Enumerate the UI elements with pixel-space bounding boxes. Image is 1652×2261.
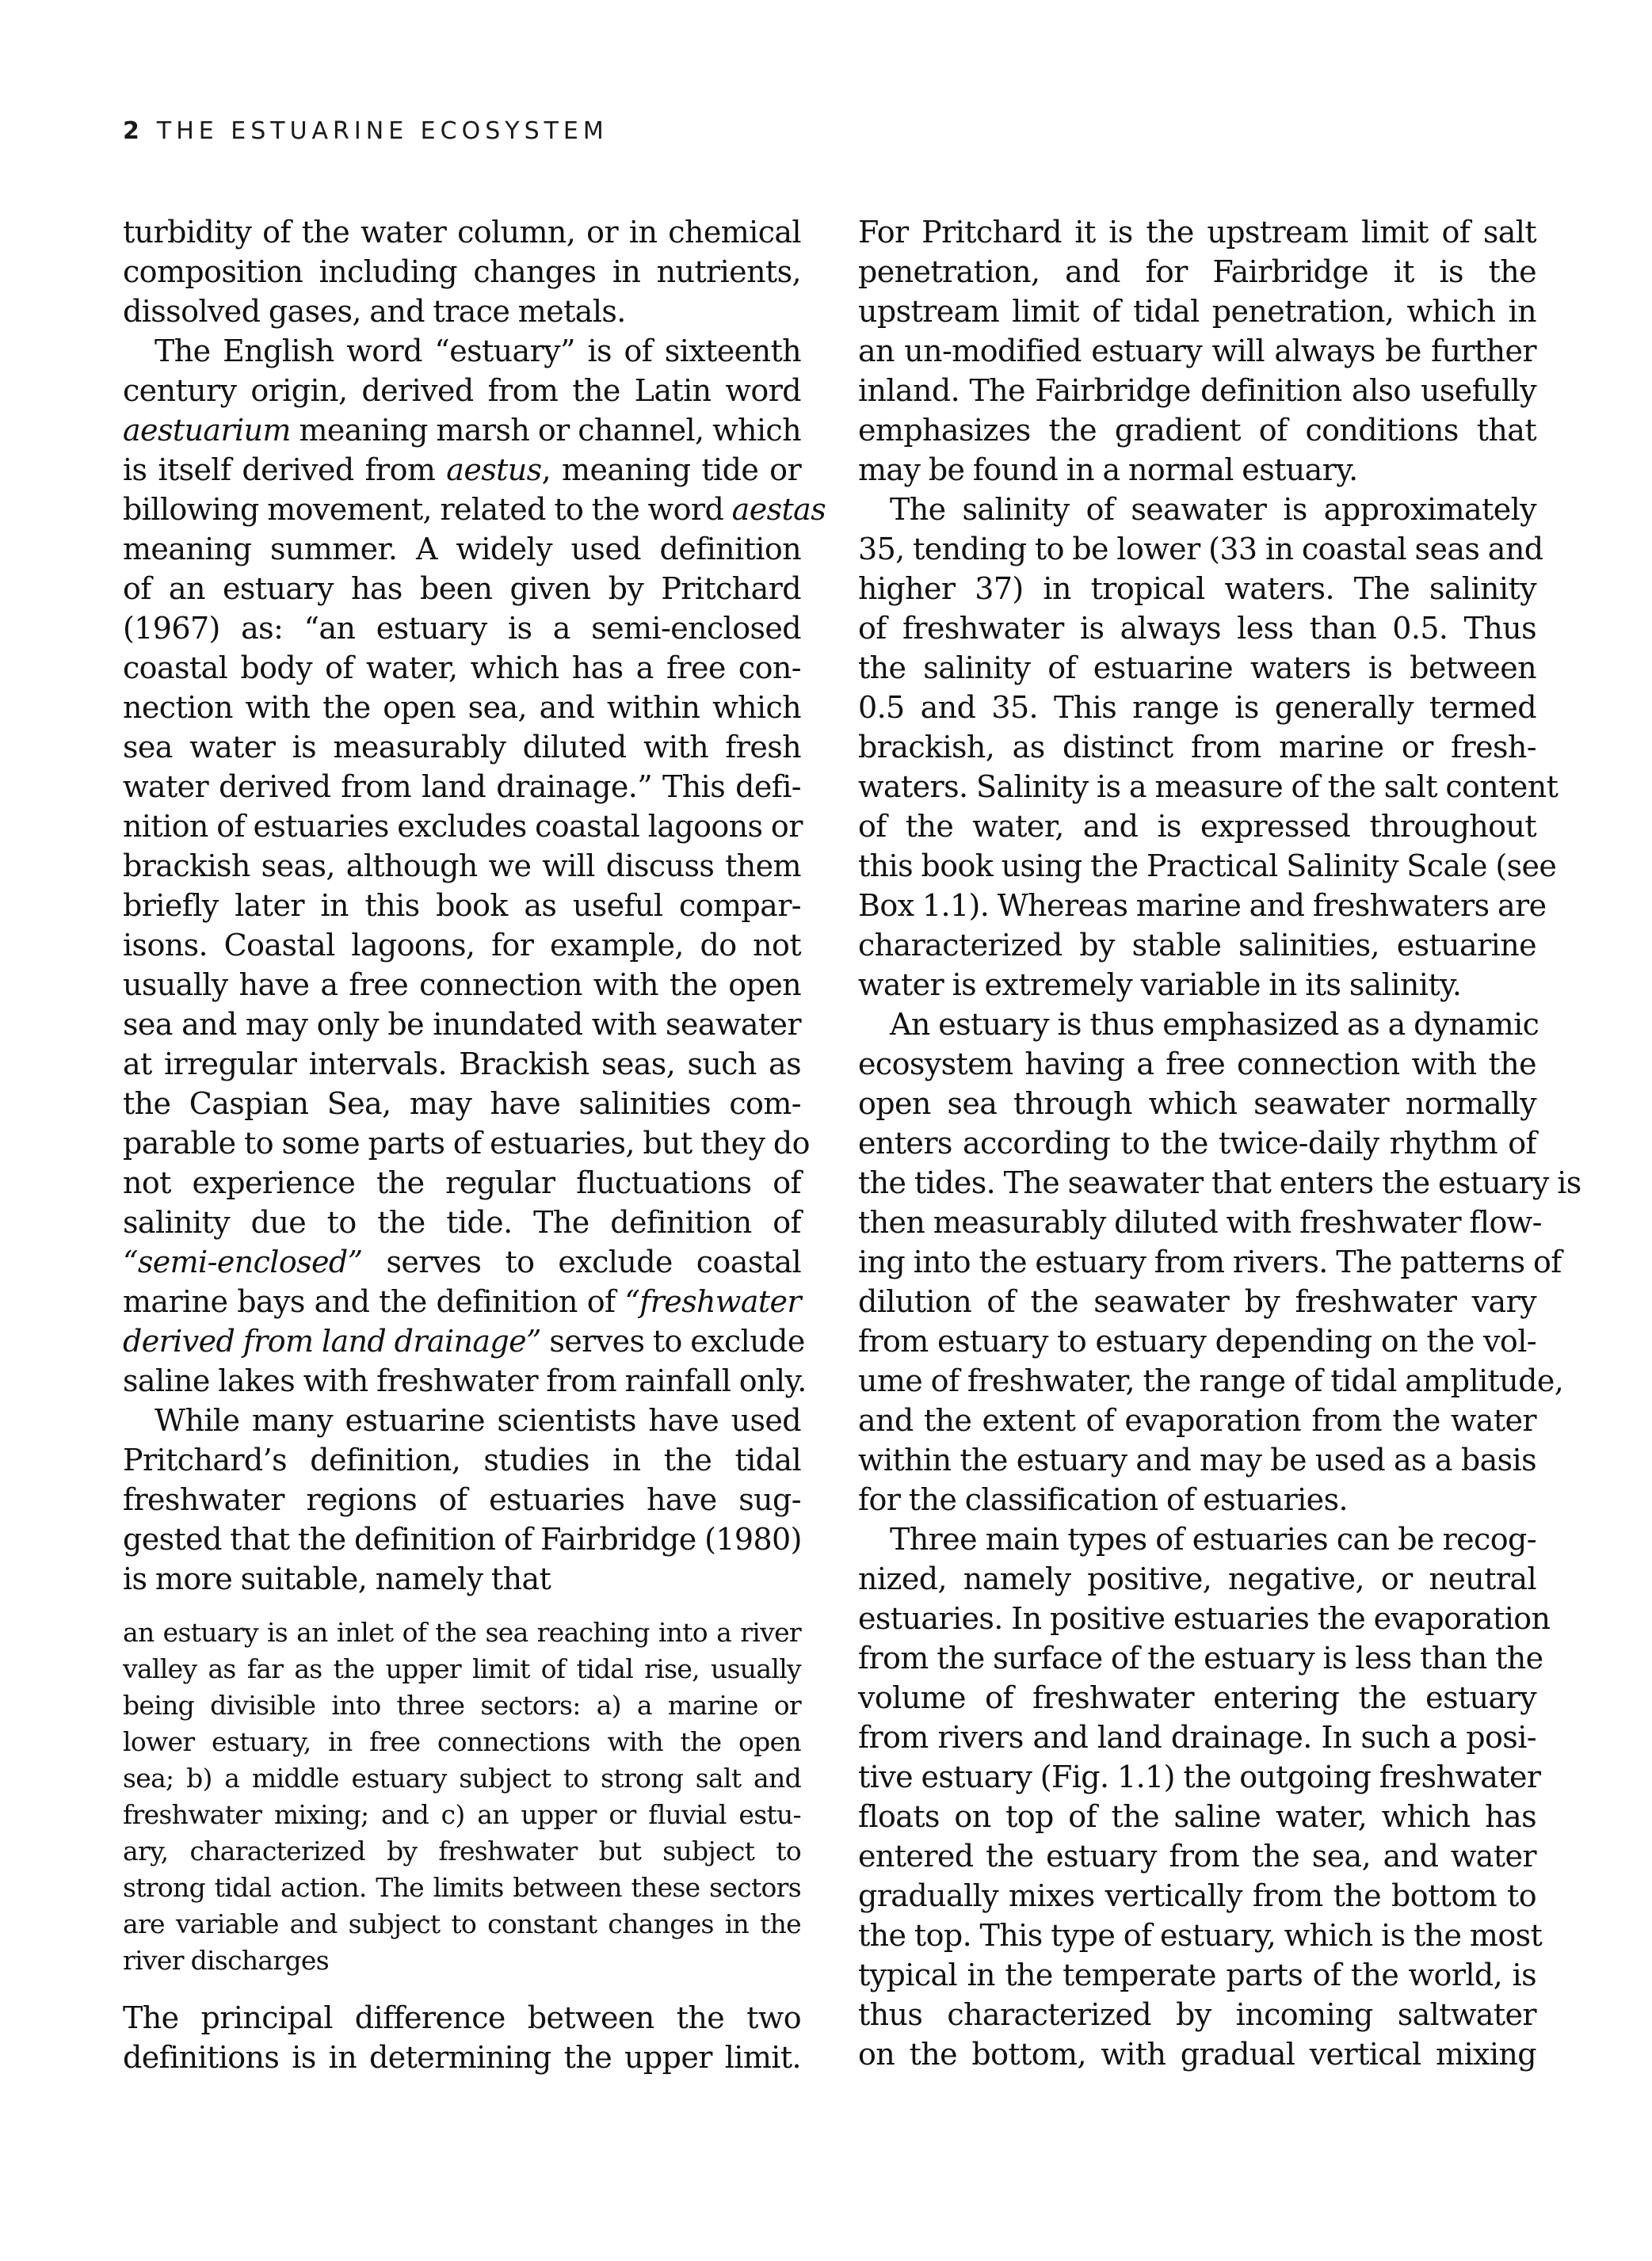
text-line: penetration, and for Fairbridge it is the	[858, 254, 1536, 289]
text-line: being divisible into three sectors: a) a marine or	[123, 1690, 801, 1721]
text-line: The English word “estuary” is of sixteenth	[155, 334, 801, 368]
text-line: brackish seas, although we will discuss them	[123, 848, 801, 883]
text-line: The salinity of seawater is approximately	[890, 492, 1536, 527]
text-line: the tides. The seawater that enters the estuary is	[858, 1165, 1581, 1200]
block-quote	[123, 1615, 801, 1979]
text-line: of freshwater is always less than 0.5. Thus	[858, 611, 1536, 646]
text-line: waters. Salinity is a measure of the salt content	[858, 769, 1559, 804]
paragraph	[858, 1005, 1581, 1519]
text-line: sea and may only be inundated with seawater	[123, 1007, 801, 1042]
paragraph	[123, 1998, 801, 2077]
text-line: strong tidal action. The limits between these sectors	[123, 1872, 801, 1903]
text-line: aestuarium meaning marsh or channel, which	[123, 413, 801, 448]
text-line: marine bays and the definition of “freshwater	[123, 1284, 801, 1319]
text-line: volume of freshwater entering the estuary	[858, 1680, 1536, 1715]
text-line: sea water is measurably diluted with fresh	[123, 730, 801, 764]
text-line: saline lakes with freshwater from rainfall only.	[123, 1363, 807, 1398]
text-line: isons. Coastal lagoons, for example, do not	[123, 928, 801, 963]
text-line: an un-modified estuary will always be further	[858, 334, 1536, 368]
text-line: century origin, derived from the Latin word	[123, 373, 801, 408]
text-line: gradually mixes vertically from the bottom to	[858, 1878, 1536, 1913]
text-line: For Pritchard it is the upstream limit of salt	[858, 215, 1536, 250]
text-line: is more suitable, namely that	[123, 1561, 551, 1596]
paragraph	[123, 212, 801, 331]
text-line: ecosystem having a free connection with the	[858, 1047, 1536, 1081]
text-line: brackish, as distinct from marine or fresh-	[858, 730, 1536, 764]
paragraph	[858, 490, 1559, 1005]
text-line: Box 1.1). Whereas marine and freshwaters are	[858, 888, 1547, 923]
text-line: this book using the Practical Salinity Scale (see	[858, 848, 1557, 883]
italic-term: “semi-enclosed”	[123, 1245, 363, 1279]
text-line: ary, characterized by freshwater but subject to	[123, 1836, 801, 1866]
text-line: not experience the regular fluctuations of	[123, 1165, 801, 1200]
text-line: ing into the estuary from rivers. The patterns of	[858, 1245, 1562, 1279]
text-line: composition including changes in nutrients,	[123, 254, 801, 289]
text-line: Three main types of estuaries can be recog-	[890, 1522, 1536, 1557]
paragraph	[123, 1401, 801, 1599]
text-line: estuaries. In positive estuaries the evaporation	[858, 1601, 1551, 1636]
text-line: dissolved gases, and trace metals.	[123, 294, 626, 329]
text-line: are variable and subject to constant changes in the	[123, 1908, 801, 1939]
text-line: nized, namely positive, negative, or neutral	[858, 1561, 1536, 1596]
text-line: may be found in a normal estuary.	[858, 452, 1358, 487]
text-line: coastal body of water, which has a free con-	[123, 650, 801, 685]
text-line: Pritchard’s definition, studies in the tidal	[123, 1443, 801, 1477]
text-line: nection with the open sea, and within which	[123, 690, 801, 725]
page-number: 2	[123, 117, 139, 145]
italic-term: “freshwater	[624, 1284, 801, 1319]
text-line: characterized by stable salinities, estuarine	[858, 928, 1536, 963]
text-line: at irregular intervals. Brackish seas, such as	[123, 1047, 801, 1081]
text-line: river discharges	[123, 1945, 329, 1976]
text-line: dilution of the seawater by freshwater vary	[858, 1284, 1536, 1319]
text-line: floats on top of the saline water, which has	[858, 1799, 1536, 1834]
text-line: ume of freshwater, the range of tidal amplitude,	[858, 1363, 1564, 1398]
text-line: turbidity of the water column, or in chemical	[123, 215, 801, 250]
italic-term: aestas	[731, 492, 826, 527]
text-line: open sea through which seawater normally	[858, 1086, 1536, 1121]
text-line: The principal difference between the two	[123, 2000, 801, 2035]
text-line: derived from land drainage” serves to exclude	[123, 1324, 805, 1359]
text-line: from estuary to estuary depending on the vol-	[858, 1324, 1536, 1359]
right-column	[858, 212, 1581, 2074]
text-line: An estuary is thus emphasized as a dynamic	[890, 1007, 1539, 1042]
text-line: and the extent of evaporation from the water	[858, 1403, 1536, 1438]
text-line: sea; b) a middle estuary subject to strong salt and	[123, 1763, 801, 1794]
text-line: “semi-enclosed” serves to exclude coastal	[123, 1245, 801, 1279]
text-line: typical in the temperate parts of the world, is	[858, 1958, 1536, 1992]
text-line: usually have a free connection with the open	[123, 967, 801, 1002]
left-column	[123, 212, 826, 2077]
text-line: While many estuarine scientists have used	[155, 1403, 801, 1438]
text-line: parable to some parts of estuaries, but they do	[123, 1126, 810, 1161]
text-line: emphasizes the gradient of conditions that	[858, 413, 1536, 448]
text-line: of an estuary has been given by Pritchard	[123, 571, 801, 606]
text-line: freshwater mixing; and c) an upper or fluvial estu-	[123, 1799, 801, 1830]
text-line: enters according to the twice-daily rhythm of	[858, 1126, 1536, 1161]
text-line: for the classification of estuaries.	[858, 1482, 1348, 1517]
italic-term: aestuarium	[123, 413, 291, 448]
text-line: briefly later in this book as useful compar-	[123, 888, 801, 923]
text-line: within the estuary and may be used as a basis	[858, 1443, 1536, 1477]
text-line: definitions is in determining the upper limit.	[123, 2040, 801, 2075]
text-line: the salinity of estuarine waters is between	[858, 650, 1536, 685]
text-line: valley as far as the upper limit of tidal rise, usually	[123, 1653, 801, 1684]
italic-term: derived from land drainage”	[123, 1324, 541, 1359]
text-line: water is extremely variable in its salinity.	[858, 967, 1462, 1002]
text-line: billowing movement, related to the word aestas	[123, 492, 826, 527]
text-line: freshwater regions of estuaries have sug-	[123, 1482, 801, 1517]
text-line: lower estuary, in free connections with the open	[123, 1726, 801, 1757]
paragraph	[123, 331, 826, 1401]
text-line: 0.5 and 35. This range is generally termed	[858, 690, 1536, 725]
text-line: of the water, and is expressed throughout	[858, 809, 1536, 844]
text-line: meaning summer. A widely used definition	[123, 532, 801, 566]
text-line: entered the estuary from the sea, and water	[858, 1839, 1536, 1874]
text-line: inland. The Fairbridge definition also usefully	[858, 373, 1536, 408]
paragraph	[858, 1519, 1551, 2074]
text-line: 35, tending to be lower (33 in coastal seas and	[858, 532, 1543, 566]
text-line: salinity due to the tide. The definition of	[123, 1205, 801, 1240]
text-line: from the surface of the estuary is less than the	[858, 1641, 1543, 1676]
text-line: water derived from land drainage.” This defi-	[123, 769, 801, 804]
text-line: higher 37) in tropical waters. The salinity	[858, 571, 1536, 606]
text-line: on the bottom, with gradual vertical mixing	[858, 2037, 1536, 2072]
text-line: thus characterized by incoming saltwater	[858, 1997, 1536, 2032]
text-line: (1967) as: “an estuary is a semi-enclosed	[123, 611, 801, 646]
text-line: the top. This type of estuary, which is the most	[858, 1918, 1543, 1953]
text-line: tive estuary (Fig. 1.1) the outgoing freshwater	[858, 1760, 1541, 1794]
text-line: from rivers and land drainage. In such a posi-	[858, 1720, 1536, 1755]
chapter-title: THE ESTUARINE ECOSYSTEM	[156, 117, 609, 145]
text-line: an estuary is an inlet of the sea reaching into a river	[123, 1617, 801, 1648]
text-line: then measurably diluted with freshwater flow-	[858, 1205, 1542, 1240]
italic-term: aestus	[446, 452, 542, 487]
text-line: the Caspian Sea, may have salinities com-	[123, 1086, 801, 1121]
text-line: nition of estuaries excludes coastal lagoons or	[123, 809, 803, 844]
paragraph	[858, 212, 1536, 490]
text-line: gested that the definition of Fairbridge (1980)	[123, 1522, 802, 1557]
text-line: upstream limit of tidal penetration, which in	[858, 294, 1536, 329]
text-line: is itself derived from aestus, meaning tide or	[123, 452, 802, 487]
running-head	[123, 117, 609, 145]
